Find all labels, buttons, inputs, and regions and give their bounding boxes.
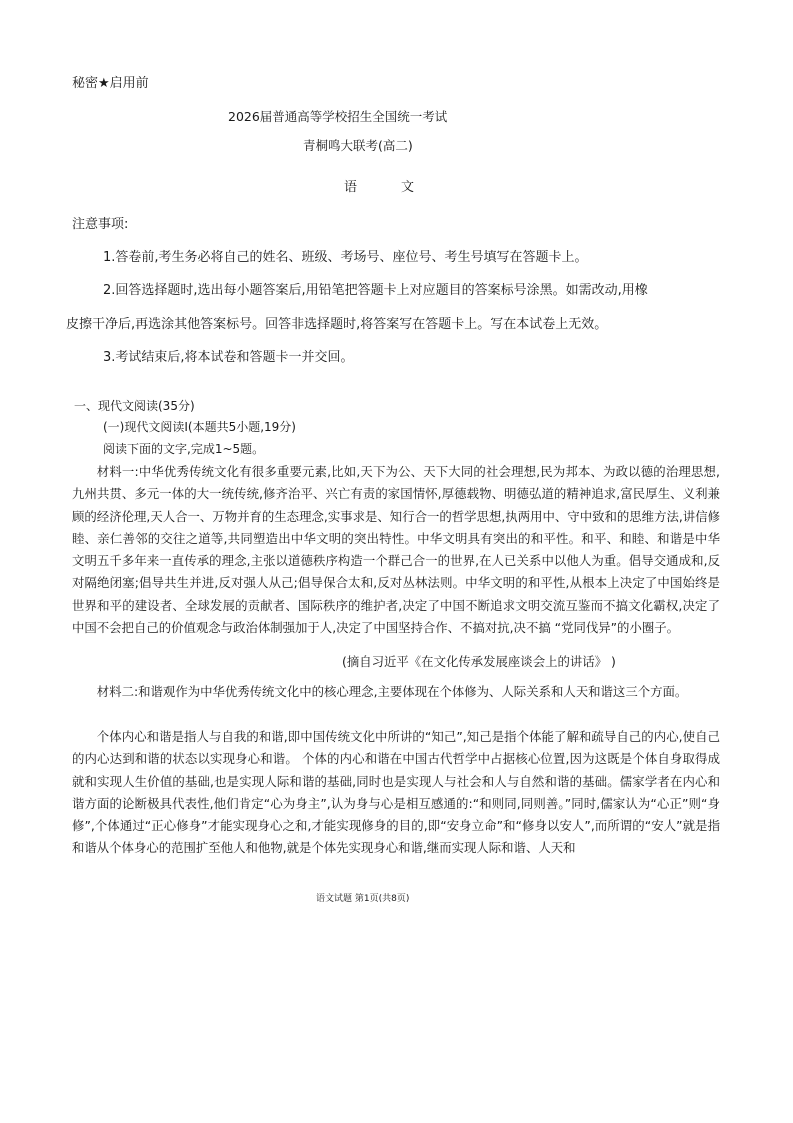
exam-subtitle: 青桐鸣大联考(高二) xyxy=(303,138,413,153)
notice-title: 注意事项: xyxy=(72,217,129,232)
material-1-text: 材料一:中华优秀传统文化有很多重要元素,比如,天下为公、天下大同的社会理想,民为邦本、为政以德的治理思想,九州共贯、多元一体的大一统传统,修齐治平、兴亡有责的家国情怀,厚德载物、明德弘道的精神追求,富民厚生、义利兼顾的经济伦理,天人合一、万物并育的生态理念,实事求是、知行合一的哲学思想,执两用中、守中致和的思维方法,讲信修睦、亲仁善邻的交往之道等,共同塑造出中华文明的突出特性。中华文明具有突出的和平性。和平、和睦、和谐是中华文明五千多年来一直传承的理念,主张以道德秩序构造一个群己合一的世界,在人已关系中以他人为重。倡导交通成和,反对隔绝闭塞;倡导共生并进,反对强人从己;倡导保合太和,反对丛林法则。中华文明的和平性,从根本上决定了中国始终是世界和平的建设者、全球发展的贡献者、国际秩序的维护者,决定了中国不断追求文明交流互鉴而不搞文化霸权,决定了中国不会把自己的价值观念与政治体制强加于人,决定了中国坚持合作、不搞对抗,决不搞 “党同伐异”的小圈子。 xyxy=(72,464,720,636)
material-2-intro: 材料二:和谐观作为中华优秀传统文化中的核心理念,主要体现在个体修为、人际关系和人天和谐这三个方面。 xyxy=(96,684,688,699)
notice-item-1: 1.答卷前,考生务必将自己的姓名、班级、考场号、座位号、考生号填写在答题卡上。 xyxy=(103,250,588,265)
subject-char-2: 文 xyxy=(401,180,415,195)
subsection-title: (一)现代文阅读Ⅰ(本题共5小题,19分) xyxy=(103,420,296,434)
section-title: 一、现代文阅读(35分) xyxy=(74,399,195,413)
notice-item-2-line-1: 2.回答选择题时,选出每小题答案后,用铅笔把答题卡上对应题目的答案标号涂黑。如需改动,用橡 xyxy=(103,283,648,298)
subject-char-1: 语 xyxy=(344,180,358,195)
reading-instruction: 阅读下面的文字,完成1~5题。 xyxy=(103,442,265,456)
notice-item-2-line-2: 皮擦干净后,再选涂其他答案标号。回答非选择题时,将答案写在答题卡上。写在本试卷上无效。 xyxy=(66,317,608,332)
material-2-paragraph: 个体内心和谐是指人与自我的和谐,即中国传统文化中所讲的“知己”,知己是指个体能了解和疏导自己的内心,使自己的内心达到和谐的状态以实现身心和谐。 个体的内心和谐在中国古代哲学中占据核心位置,因为这既是个体自身取得成就和实现人生价值的基础,也是实现人际和谐的基础,同时也是实现人与社会和人与自然和谐的基础。儒家学者在内心和谐方面的论断极具代表性,他们肯定“心为身主”,认为身与心是相互感通的:“和则同,同则善。”同时,儒家认为“心正”则“身修”,个体通过“正心修身”才能实现身心之和,才能实现修身的目的,即“安身立命”和“修身以安人”,而所谓的“安人”就是指和谐从个体身心的范围扩至他人和他物,就是个体先实现身心和谐,继而实现人际和谐、人天和 xyxy=(72,729,720,856)
notice-item-3: 3.考试结束后,将本试卷和答题卡一并交回。 xyxy=(103,350,354,365)
subject-title xyxy=(344,176,414,195)
page-footer: 语文试题 第1页(共8页) xyxy=(316,894,410,904)
material-1-source: (摘自习近平《在文化传承发展座谈会上的讲话》 ) xyxy=(342,654,616,669)
secret-mark: 秘密★启用前 xyxy=(72,76,149,91)
exam-title: 2026届普通高等学校招生全国统一考试 xyxy=(228,109,448,124)
